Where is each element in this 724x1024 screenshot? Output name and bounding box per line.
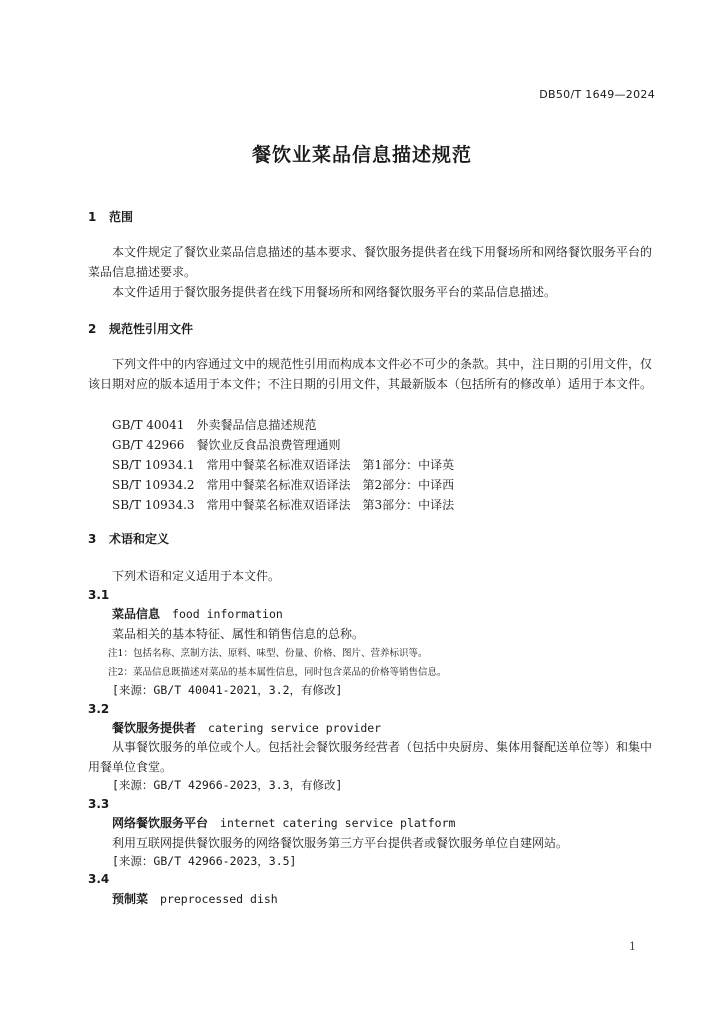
term-note: 注1：包括名称、烹制方法、原料、味型、份量、价格、图片、营养标识等。 xyxy=(108,648,428,659)
section-number: 3 xyxy=(88,532,97,546)
section-1-heading xyxy=(88,208,133,225)
term-chinese: 预制菜 xyxy=(112,892,149,906)
term-english: preprocessed dish xyxy=(160,892,278,906)
document-title: 餐饮业菜品信息描述规范 xyxy=(251,144,472,166)
term-source: [来源：GB/T 40041-2021，3.2，有修改] xyxy=(112,683,343,697)
term-number: 3.3 xyxy=(88,797,110,811)
reference-item: SB/T 10934.3 常用中餐菜名标准双语译法 第3部分：中译法 xyxy=(112,498,455,512)
section-number: 1 xyxy=(88,210,97,224)
term-chinese: 网络餐饮服务平台 xyxy=(112,816,209,830)
term-definition: 从事餐饮服务的单位或个人。包括社会餐饮服务经营者（包括中央厨房、集体用餐配送单位等）和集中用餐单位食堂。 xyxy=(88,740,653,774)
term-number: 3.4 xyxy=(88,872,110,886)
reference-item: GB/T 40041 外卖餐品信息描述规范 xyxy=(112,418,317,432)
term-source: [来源：GB/T 42966-2023，3.5] xyxy=(112,854,297,868)
reference-item: SB/T 10934.2 常用中餐菜名标准双语译法 第2部分：中译西 xyxy=(112,478,455,492)
term-heading xyxy=(112,605,283,622)
section-title: 范围 xyxy=(109,210,134,224)
section-2-heading xyxy=(88,320,193,337)
term-definition: 菜品相关的基本特征、属性和销售信息的总称。 xyxy=(112,627,365,641)
reference-item: SB/T 10934.1 常用中餐菜名标准双语译法 第1部分：中译英 xyxy=(112,458,455,472)
term-note: 注2：菜品信息既描述对菜品的基本属性信息，同时包含菜品的价格等销售信息。 xyxy=(108,667,447,678)
term-chinese: 餐饮服务提供者 xyxy=(112,721,197,735)
term-english: catering service provider xyxy=(208,721,382,735)
term-heading xyxy=(112,814,455,831)
section-3-heading xyxy=(88,530,169,547)
section-title: 术语和定义 xyxy=(109,532,170,546)
term-heading xyxy=(112,890,278,907)
scope-paragraph-2: 本文件适用于餐饮服务提供者在线下用餐场所和网络餐饮服务平台的菜品信息描述。 xyxy=(112,285,557,299)
section-title: 规范性引用文件 xyxy=(109,322,194,336)
term-english: food information xyxy=(172,607,283,621)
term-number: 3.1 xyxy=(88,588,110,602)
terms-intro: 下列术语和定义适用于本文件。 xyxy=(112,569,281,583)
term-number: 3.2 xyxy=(88,702,110,716)
reference-item: GB/T 42966 餐饮业反食品浪费管理通则 xyxy=(112,438,341,452)
term-source: [来源：GB/T 42966-2023，3.3，有修改] xyxy=(112,778,343,792)
term-heading xyxy=(112,719,381,736)
term-english: internet catering service platform xyxy=(220,816,456,830)
term-chinese: 菜品信息 xyxy=(112,607,161,621)
page-number: 1 xyxy=(629,940,636,953)
section-number: 2 xyxy=(88,322,97,336)
scope-paragraph-1: 本文件规定了餐饮业菜品信息描述的基本要求、餐饮服务提供者在线下用餐场所和网络餐饮服务平台的菜品信息描述要求。 xyxy=(88,245,653,279)
standard-code: DB50/T 1649—2024 xyxy=(539,88,655,101)
normative-references-paragraph: 下列文件中的内容通过文中的规范性引用而构成本文件必不可少的条款。其中，注日期的引用文件，仅该日期对应的版本适用于本文件；不注日期的引用文件，其最新版本（包括所有的修改单）适用于本文件。 xyxy=(88,357,653,391)
term-definition: 利用互联网提供餐饮服务的网络餐饮服务第三方平台提供者或餐饮服务单位自建网站。 xyxy=(112,836,569,850)
